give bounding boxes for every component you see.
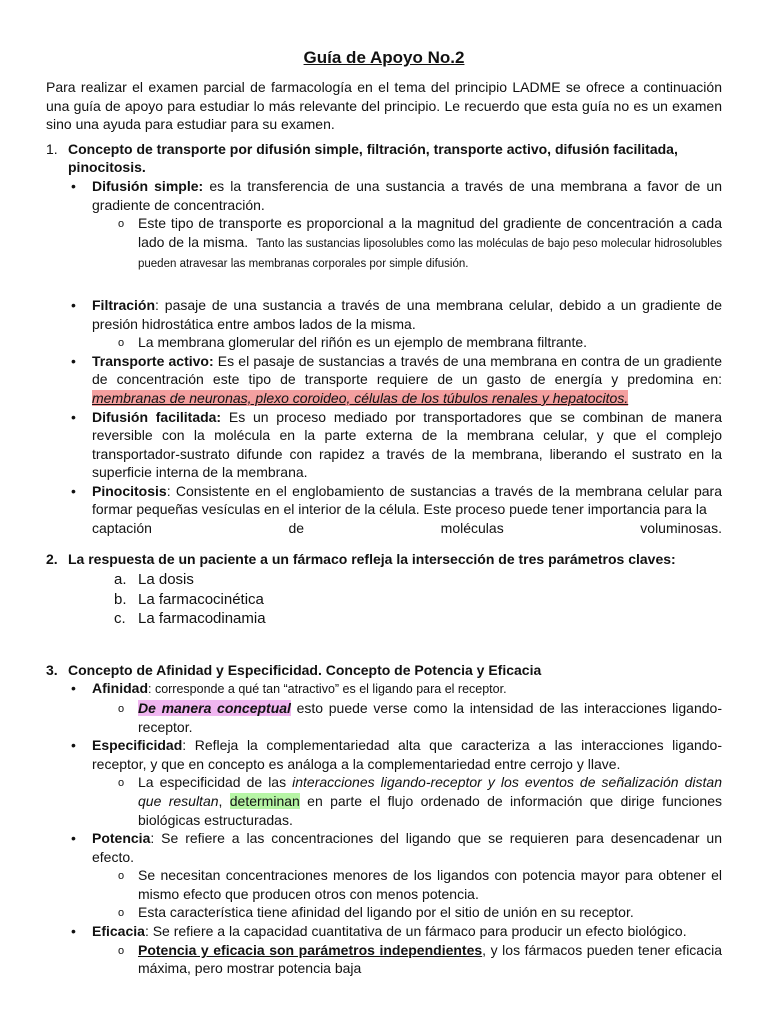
- sub-bullet-icon: o: [118, 702, 125, 715]
- sub-item: [92, 941, 722, 978]
- word: de: [288, 520, 305, 537]
- section-heading: La respuesta de un paciente a un fármaco refleja la intersección de tres parámetros claves:: [68, 550, 676, 567]
- sub-bullet-icon: o: [118, 218, 125, 231]
- definition: es la transferencia de una sustancia a través de una membrana a favor de un gradiente de concentración.: [92, 177, 722, 213]
- word: voluminosas.: [640, 520, 722, 537]
- list-item-pinocitosis: [68, 482, 722, 538]
- term: Eficacia: [92, 923, 145, 940]
- bullet-icon: •: [71, 737, 76, 754]
- highlighted-text: De manera conceptual: [138, 699, 291, 716]
- term: Transporte activo:: [92, 352, 214, 369]
- term: Especificidad: [92, 737, 183, 754]
- sub-bullet-icon: o: [118, 870, 125, 883]
- bullet-list: [68, 296, 722, 538]
- word: captación: [92, 520, 152, 537]
- punctuation: ,: [218, 792, 230, 809]
- definition: : corresponde a qué tan “atractivo” es el ligando para el receptor.: [148, 682, 507, 697]
- section-number: 2.: [46, 550, 58, 567]
- sub-text: , y los fármacos pueden tener eficacia máxima, pero mostrar potencia baja: [138, 941, 722, 977]
- sub-item: [92, 333, 722, 352]
- highlighted-text: determinan: [229, 792, 300, 809]
- term: Pinocitosis: [92, 482, 167, 499]
- section-number: 1.: [46, 140, 58, 157]
- intro-paragraph: Para realizar el examen parcial de farmacología en el tema del principio LADME se ofrece a continuación una guía de apoyo para estudiar lo más relevante del principio. Le recuerdo que esta guía no es un examen sino una ayuda para estudiar para su examen.: [46, 79, 722, 133]
- bullet-list: [68, 177, 722, 274]
- document-title: Guía de Apoyo No.2: [303, 48, 465, 67]
- sub-item: [92, 773, 722, 829]
- term: Filtración: [92, 296, 156, 313]
- sub-list: [92, 866, 722, 922]
- section-2: [46, 550, 722, 629]
- item-letter: c.: [114, 610, 126, 628]
- italic-text: interacciones ligando-receptor y los eventos de señalización distan que resultan: [138, 774, 722, 809]
- definition: Es el pasaje de sustancias a través de una membrana en contra de un gradiente de concentración este tipo de transporte requiere de un gasto de energía y predomina en:: [92, 352, 722, 388]
- sub-list: [92, 773, 722, 829]
- definition: : pasaje de una sustancia a través de una membrana celular, debido a un gradiente de presión hidrostática entre ambos lados de la misma.: [92, 296, 722, 332]
- list-item: [68, 570, 722, 590]
- sub-list: [92, 214, 722, 274]
- bullet-icon: •: [71, 352, 76, 369]
- section-3: [46, 661, 722, 978]
- sub-bullet-icon: o: [118, 944, 125, 957]
- document-body: [46, 78, 722, 978]
- term: Difusión facilitada:: [92, 408, 222, 425]
- definition: : Refleja la complementariedad alta que caracteriza a las interacciones ligando-receptor, y que en concepto es análoga a la complementariedad entre cerrojo y llave.: [92, 737, 722, 772]
- term: Potencia: [92, 830, 151, 847]
- item-text: La dosis: [138, 571, 194, 589]
- bullet-icon: •: [71, 830, 76, 847]
- sub-bullet-icon: o: [118, 337, 125, 350]
- bullet-icon: •: [71, 408, 76, 425]
- sub-small-text: Tanto las sustancias liposolubles como las moléculas de bajo peso molecular hidrosolubles pueden atravesar las membranas corporales por simple difusión.: [138, 237, 723, 271]
- list-item: [68, 609, 722, 629]
- sub-item: [92, 866, 722, 903]
- definition: : Consistente en el englobamiento de sustancias a través de la membrana celular para formar pequeñas vesículas en el interior de la célula. Este proceso puede tener importancia para la: [92, 482, 722, 518]
- lettered-list: [68, 570, 722, 629]
- justified-last-line: [92, 519, 722, 538]
- sub-text: Se necesitan concentraciones menores de los ligandos con potencia mayor para obtener el mismo efecto que producen otros con menos potencia.: [138, 867, 722, 902]
- sub-list: [92, 699, 722, 736]
- item-letter: a.: [114, 571, 127, 589]
- bullet-icon: •: [71, 482, 76, 499]
- definition: : Se refiere a la capacidad cuantitativa de un fármaco para producir un efecto biológico.: [144, 923, 687, 940]
- sub-text: La especificidad de las: [138, 774, 293, 791]
- sub-item: [92, 699, 722, 736]
- word: moléculas: [440, 520, 504, 537]
- list-item: [68, 590, 722, 610]
- sub-list: [92, 941, 722, 978]
- list-item-difusion-facilitada: [68, 408, 722, 482]
- item-text: La farmacocinética: [138, 590, 264, 608]
- definition: : Se refiere a las concentraciones del ligando que se requieren para desencadenar un efecto.: [92, 830, 722, 865]
- bullet-icon: •: [71, 177, 76, 194]
- section-number: 3.: [46, 661, 58, 678]
- list-item-difusion-simple: [68, 177, 722, 274]
- bold-underlined-text: Potencia y eficacia son parámetros independientes: [138, 941, 483, 958]
- list-item-transporte-activo: [68, 352, 722, 408]
- list-item-afinidad: [68, 679, 722, 736]
- sub-text: La membrana glomerular del riñón es un ejemplo de membrana filtrante.: [138, 334, 588, 351]
- sub-item: [92, 903, 722, 922]
- list-item-especificidad: [68, 736, 722, 829]
- bullet-icon: •: [71, 296, 76, 313]
- section-heading: Concepto de Afinidad y Especificidad. Concepto de Potencia y Eficacia: [68, 661, 542, 678]
- sub-text: en parte el flujo ordenado de información que dirige funciones biológicas estructuradas.: [138, 792, 722, 828]
- section-1: [46, 140, 722, 538]
- term: Difusión simple:: [92, 177, 204, 194]
- definition: Es un proceso mediado por transportadores que se combinan de manera reversible con la molécula en la parte externa de la membrana celular, y que el complejo transportador-sustrato difunde con rapidez a través de la membrana, liberando el sustrato en la superficie interna de la membrana.: [92, 408, 723, 481]
- section-heading: Concepto de transporte por difusión simple, filtración, transporte activo, difusión facilitada, pinocitosis.: [68, 140, 678, 176]
- term: Afinidad: [92, 680, 148, 697]
- highlighted-text: membranas de neuronas, plexo coroideo, células de los túbulos renales y hepatocitos.: [92, 389, 629, 406]
- item-letter: b.: [114, 590, 127, 608]
- list-item-filtracion: [68, 296, 722, 352]
- sub-text: esto puede verse como la intensidad de las interacciones ligando-receptor.: [138, 699, 722, 735]
- sub-bullet-icon: o: [118, 907, 125, 920]
- bullet-icon: •: [71, 923, 76, 940]
- sub-item: [92, 214, 722, 274]
- sub-text: Este tipo de transporte es proporcional a la magnitud del gradiente de concentración a cada lado de la misma.: [138, 215, 722, 250]
- list-item-potencia: [68, 829, 722, 922]
- sub-list: [92, 333, 722, 352]
- sub-bullet-icon: o: [118, 777, 125, 790]
- bullet-list: [68, 679, 722, 978]
- list-item-eficacia: [68, 922, 722, 978]
- sub-text: Esta característica tiene afinidad del ligando por el sitio de unión en su receptor.: [138, 904, 634, 921]
- item-text: La farmacodinamia: [138, 610, 266, 628]
- bullet-icon: •: [71, 680, 76, 697]
